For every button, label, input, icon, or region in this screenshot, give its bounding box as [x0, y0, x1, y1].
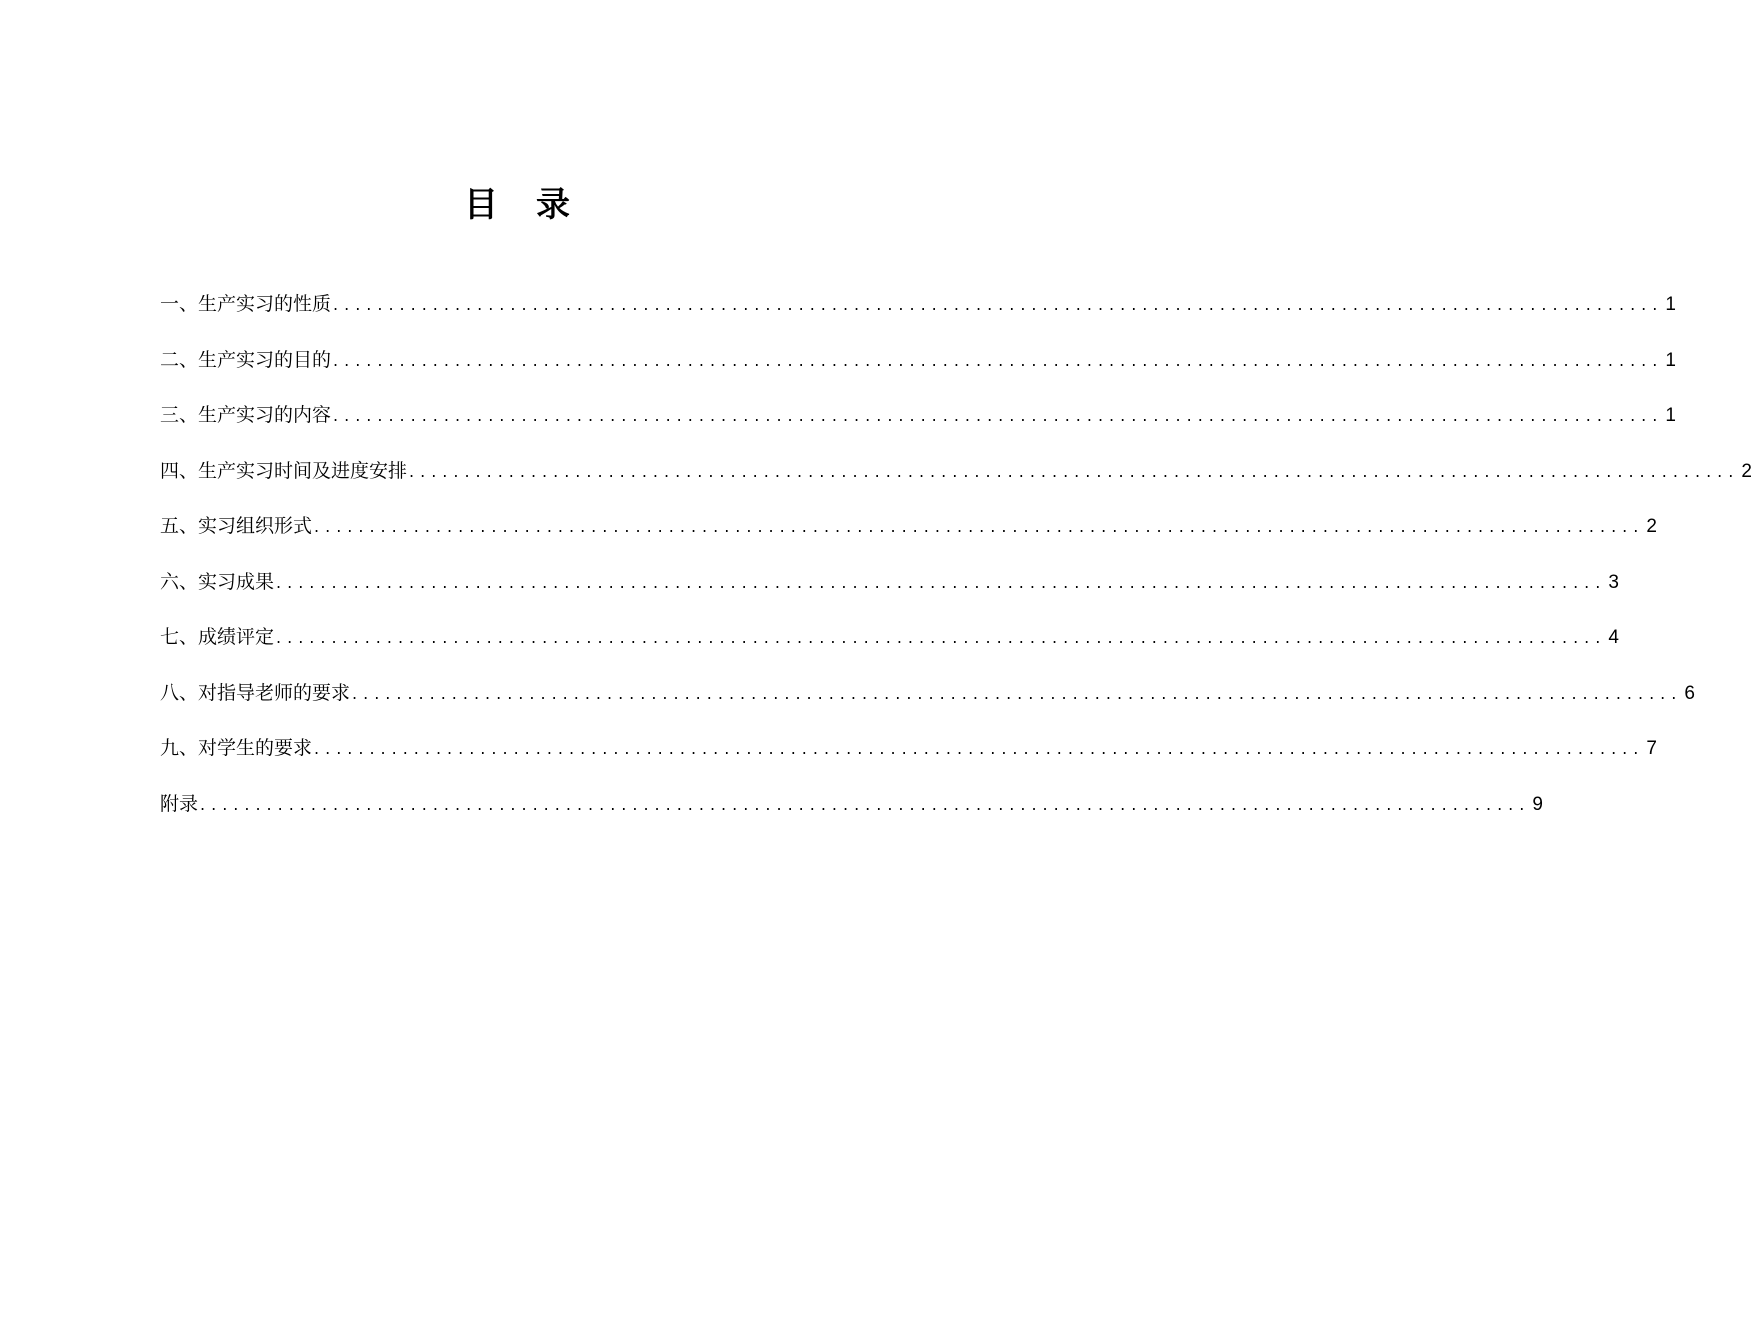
toc-leader-dots: ........................................................................................................................: [333, 406, 1664, 425]
page-title-char-1: 目: [464, 185, 498, 225]
toc-entry-page: 2: [1646, 516, 1657, 537]
toc-entry-page: 3: [1608, 571, 1619, 593]
toc-entry[interactable]: [160, 786, 1543, 842]
toc-entry-label: 九、对学生的要求: [160, 737, 313, 759]
toc-entry-label: 五、实习组织形式: [160, 515, 313, 537]
toc-entry[interactable]: [160, 508, 1657, 564]
toc-leader-dots: ........................................................................................................................: [333, 295, 1664, 314]
toc-entry-label: 七、成绩评定: [160, 626, 275, 648]
page-title-char-2: 录: [536, 185, 570, 225]
toc-entry-page: 7: [1646, 738, 1657, 759]
toc-entry[interactable]: [160, 730, 1657, 786]
table-of-contents: [160, 286, 1752, 841]
toc-entry-page: 1: [1665, 349, 1676, 371]
toc-entry[interactable]: [160, 342, 1676, 398]
toc-entry[interactable]: [160, 619, 1619, 675]
toc-entry[interactable]: [160, 397, 1676, 453]
toc-leader-dots: ........................................................................................................................: [409, 461, 1740, 481]
toc-leader-dots: ........................................................................................................................: [314, 739, 1645, 758]
toc-entry-page: 4: [1608, 627, 1619, 648]
toc-entry[interactable]: [160, 564, 1619, 620]
toc-entry-page: 1: [1665, 405, 1676, 426]
toc-entry-page: 6: [1684, 682, 1695, 704]
toc-entry-page: 2: [1741, 460, 1752, 482]
toc-leader-dots: ........................................................................................................................: [314, 517, 1645, 536]
toc-entry-label: 一、生产实习的性质: [160, 293, 332, 315]
page-title: [0, 180, 1034, 230]
toc-entry-label: 六、实习成果: [160, 570, 275, 593]
toc-entry[interactable]: [160, 453, 1752, 509]
toc-entry-label: 三、生产实习的内容: [160, 404, 332, 426]
toc-entry[interactable]: [160, 286, 1676, 342]
toc-leader-dots: ........................................................................................................................: [200, 794, 1531, 814]
toc-leader-dots: ........................................................................................................................: [276, 628, 1607, 647]
toc-leader-dots: ........................................................................................................................: [276, 572, 1607, 592]
toc-entry-page: 9: [1532, 793, 1543, 815]
toc-entry-page: 1: [1665, 294, 1676, 315]
toc-entry-label: 四、生产实习时间及进度安排: [160, 459, 408, 482]
toc-entry-label: 八、对指导老师的要求: [160, 681, 351, 704]
toc-entry-label: 附录: [160, 792, 199, 815]
toc-leader-dots: ........................................................................................................................: [352, 683, 1683, 703]
toc-entry[interactable]: [160, 675, 1695, 731]
toc-leader-dots: ........................................................................................................................: [333, 350, 1664, 370]
toc-entry-label: 二、生产实习的目的: [160, 348, 332, 371]
